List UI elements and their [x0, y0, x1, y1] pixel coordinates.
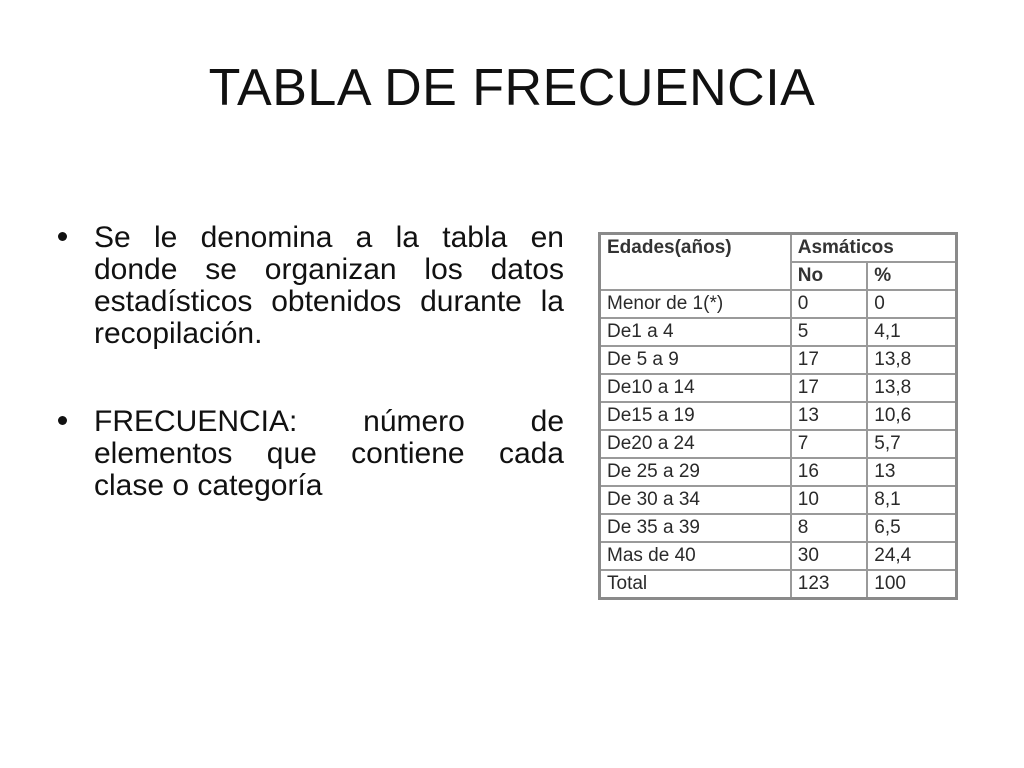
cell-no: 17	[791, 346, 868, 374]
cell-edad: De15 a 19	[600, 402, 791, 430]
cell-no: 10	[791, 486, 868, 514]
cell-no: 16	[791, 458, 868, 486]
bullet-dot-icon	[58, 416, 67, 425]
cell-pct: 10,6	[867, 402, 956, 430]
table-row	[600, 486, 957, 514]
cell-pct: 4,1	[867, 318, 956, 346]
cell-edad: De 25 a 29	[600, 458, 791, 486]
table-row	[600, 402, 957, 430]
table-header-row	[600, 234, 957, 263]
bullet-definition-text: Se le denomina a la tabla en donde se organizan los datos estadísticos obtenidos durante la recopilación.	[94, 221, 564, 350]
cell-edad: De 35 a 39	[600, 514, 791, 542]
table-row	[600, 430, 957, 458]
bullet-definition	[52, 222, 564, 350]
header-asmaticos: Asmáticos	[791, 234, 957, 263]
cell-no: 5	[791, 318, 868, 346]
table-row	[600, 458, 957, 486]
table-row-total	[600, 570, 957, 599]
cell-no: 7	[791, 430, 868, 458]
cell-no: 0	[791, 290, 868, 318]
bullet-dot-icon	[58, 232, 67, 241]
cell-edad: De10 a 14	[600, 374, 791, 402]
table-row	[600, 290, 957, 318]
table-row	[600, 318, 957, 346]
cell-no: 123	[791, 570, 868, 599]
frequency-table	[598, 232, 958, 600]
cell-pct: 13	[867, 458, 956, 486]
cell-pct: 0	[867, 290, 956, 318]
cell-no: 17	[791, 374, 868, 402]
table-body	[600, 290, 957, 599]
header-edades: Edades(años)	[600, 234, 791, 291]
cell-pct: 13,8	[867, 346, 956, 374]
table-row	[600, 374, 957, 402]
slide-title: TABLA DE FRECUENCIA	[208, 59, 816, 117]
cell-pct: 6,5	[867, 514, 956, 542]
cell-edad: De20 a 24	[600, 430, 791, 458]
cell-edad: Menor de 1(*)	[600, 290, 791, 318]
cell-edad: De 5 a 9	[600, 346, 791, 374]
cell-pct: 8,1	[867, 486, 956, 514]
cell-no: 8	[791, 514, 868, 542]
cell-pct: 100	[867, 570, 956, 599]
cell-edad: De1 a 4	[600, 318, 791, 346]
cell-edad: Mas de 40	[600, 542, 791, 570]
cell-pct: 13,8	[867, 374, 956, 402]
table-row	[600, 346, 957, 374]
bullet-list	[52, 222, 564, 502]
header-no: No	[791, 262, 868, 290]
cell-no: 13	[791, 402, 868, 430]
table-row	[600, 542, 957, 570]
frequency-table-image	[588, 222, 968, 620]
cell-no: 30	[791, 542, 868, 570]
bullet-frecuencia	[52, 406, 564, 502]
header-pct: %	[867, 262, 956, 290]
cell-pct: 5,7	[867, 430, 956, 458]
bullet-frecuencia-text: FRECUENCIA: número de elementos que contiene cada clase o categoría	[94, 405, 564, 502]
cell-edad: Total	[600, 570, 791, 599]
table-row	[600, 514, 957, 542]
cell-edad: De 30 a 34	[600, 486, 791, 514]
cell-pct: 24,4	[867, 542, 956, 570]
